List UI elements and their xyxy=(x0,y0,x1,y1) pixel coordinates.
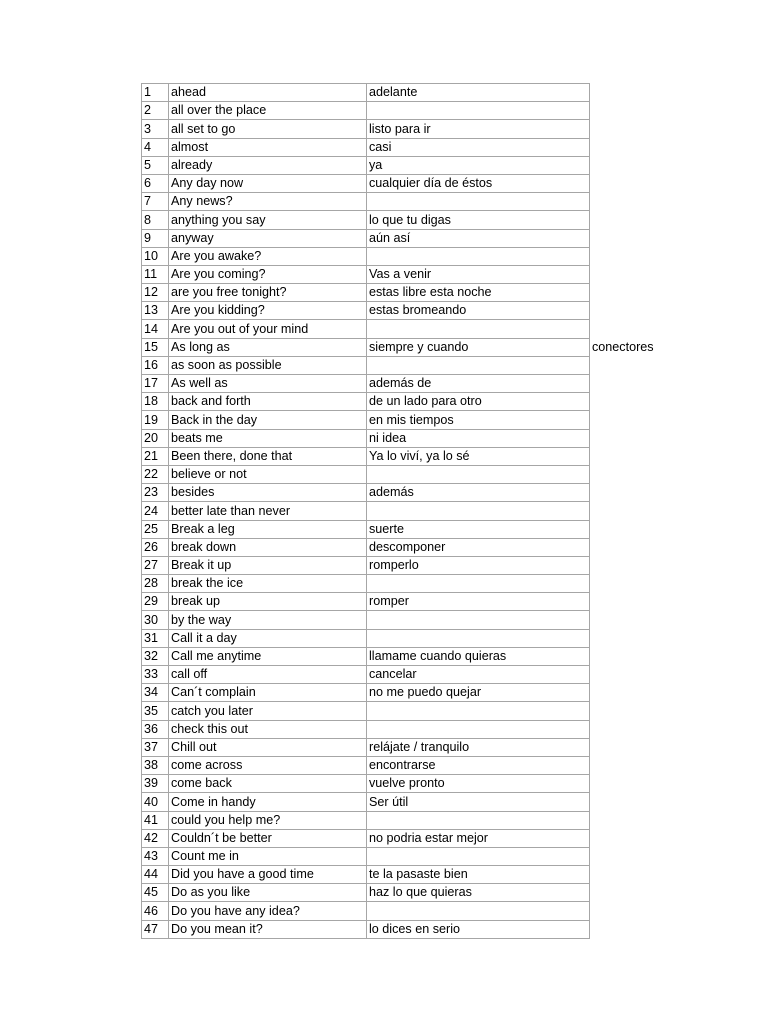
phrase-table-body xyxy=(142,84,590,939)
english-phrase: almost xyxy=(169,138,367,156)
english-phrase: break up xyxy=(169,593,367,611)
spanish-translation xyxy=(367,811,590,829)
spanish-translation xyxy=(367,356,590,374)
table-row xyxy=(142,738,590,756)
row-number: 42 xyxy=(142,829,169,847)
english-phrase: Are you kidding? xyxy=(169,302,367,320)
row-number: 28 xyxy=(142,575,169,593)
spanish-translation xyxy=(367,102,590,120)
table-row xyxy=(142,629,590,647)
phrase-table xyxy=(141,83,590,939)
spanish-translation: ya xyxy=(367,156,590,174)
row-number: 27 xyxy=(142,556,169,574)
row-number: 18 xyxy=(142,393,169,411)
spanish-translation xyxy=(367,575,590,593)
english-phrase: Break a leg xyxy=(169,520,367,538)
table-row xyxy=(142,684,590,702)
english-phrase: come across xyxy=(169,756,367,774)
english-phrase: Back in the day xyxy=(169,411,367,429)
table-row xyxy=(142,302,590,320)
table-row xyxy=(142,829,590,847)
spanish-translation: adelante xyxy=(367,84,590,102)
spanish-translation: relájate / tranquilo xyxy=(367,738,590,756)
table-row xyxy=(142,556,590,574)
row-number: 25 xyxy=(142,520,169,538)
row-number: 39 xyxy=(142,775,169,793)
english-phrase: Call it a day xyxy=(169,629,367,647)
spanish-translation xyxy=(367,720,590,738)
table-row xyxy=(142,593,590,611)
row-number: 17 xyxy=(142,375,169,393)
english-phrase: come back xyxy=(169,775,367,793)
table-row xyxy=(142,120,590,138)
spanish-translation xyxy=(367,465,590,483)
table-row xyxy=(142,520,590,538)
spanish-translation: no podria estar mejor xyxy=(367,829,590,847)
english-phrase: Any news? xyxy=(169,193,367,211)
english-phrase: call off xyxy=(169,666,367,684)
row-number: 20 xyxy=(142,429,169,447)
table-row xyxy=(142,247,590,265)
row-number: 7 xyxy=(142,193,169,211)
row-number: 21 xyxy=(142,447,169,465)
row-number: 37 xyxy=(142,738,169,756)
english-phrase: all over the place xyxy=(169,102,367,120)
spanish-translation: llamame cuando quieras xyxy=(367,647,590,665)
row-number: 10 xyxy=(142,247,169,265)
row-number: 4 xyxy=(142,138,169,156)
english-phrase: Couldn´t be better xyxy=(169,829,367,847)
english-phrase: Do as you like xyxy=(169,884,367,902)
english-phrase: check this out xyxy=(169,720,367,738)
row-number: 23 xyxy=(142,484,169,502)
english-phrase: are you free tonight? xyxy=(169,284,367,302)
spanish-translation: Ser útil xyxy=(367,793,590,811)
row-number: 1 xyxy=(142,84,169,102)
table-row xyxy=(142,484,590,502)
table-row xyxy=(142,193,590,211)
table-row xyxy=(142,265,590,283)
english-phrase: back and forth xyxy=(169,393,367,411)
spanish-translation xyxy=(367,320,590,338)
row-number: 34 xyxy=(142,684,169,702)
spanish-translation: cancelar xyxy=(367,666,590,684)
table-row xyxy=(142,375,590,393)
spanish-translation: además de xyxy=(367,375,590,393)
spanish-translation xyxy=(367,902,590,920)
english-phrase: besides xyxy=(169,484,367,502)
row-number: 16 xyxy=(142,356,169,374)
row-number: 11 xyxy=(142,265,169,283)
table-row xyxy=(142,775,590,793)
table-row xyxy=(142,447,590,465)
spanish-translation: lo dices en serio xyxy=(367,920,590,938)
spanish-translation: romper xyxy=(367,593,590,611)
table-row xyxy=(142,284,590,302)
row-number: 30 xyxy=(142,611,169,629)
english-phrase: ahead xyxy=(169,84,367,102)
row-number: 33 xyxy=(142,666,169,684)
table-row xyxy=(142,465,590,483)
table-row xyxy=(142,84,590,102)
english-phrase: Break it up xyxy=(169,556,367,574)
row-number: 14 xyxy=(142,320,169,338)
english-phrase: Do you mean it? xyxy=(169,920,367,938)
row-number: 35 xyxy=(142,702,169,720)
row-number: 36 xyxy=(142,720,169,738)
row-number: 31 xyxy=(142,629,169,647)
row-number: 32 xyxy=(142,647,169,665)
row-number: 3 xyxy=(142,120,169,138)
row-number: 24 xyxy=(142,502,169,520)
english-phrase: Do you have any idea? xyxy=(169,902,367,920)
english-phrase: anyway xyxy=(169,229,367,247)
table-row xyxy=(142,884,590,902)
spanish-translation: vuelve pronto xyxy=(367,775,590,793)
spanish-translation: lo que tu digas xyxy=(367,211,590,229)
row-number: 22 xyxy=(142,465,169,483)
english-phrase: Been there, done that xyxy=(169,447,367,465)
spanish-translation: en mis tiempos xyxy=(367,411,590,429)
spanish-translation: haz lo que quieras xyxy=(367,884,590,902)
table-row xyxy=(142,156,590,174)
table-row xyxy=(142,666,590,684)
spanish-translation: Ya lo viví, ya lo sé xyxy=(367,447,590,465)
row-number: 41 xyxy=(142,811,169,829)
row-number: 40 xyxy=(142,793,169,811)
spanish-translation: descomponer xyxy=(367,538,590,556)
spanish-translation xyxy=(367,847,590,865)
table-row xyxy=(142,702,590,720)
english-phrase: break the ice xyxy=(169,575,367,593)
row-number: 6 xyxy=(142,174,169,192)
spanish-translation xyxy=(367,247,590,265)
row-number: 26 xyxy=(142,538,169,556)
table-row xyxy=(142,411,590,429)
row-number: 2 xyxy=(142,102,169,120)
spanish-translation: listo para ir xyxy=(367,120,590,138)
spanish-translation: ni idea xyxy=(367,429,590,447)
table-row xyxy=(142,866,590,884)
row-number: 8 xyxy=(142,211,169,229)
english-phrase: Chill out xyxy=(169,738,367,756)
english-phrase: Can´t complain xyxy=(169,684,367,702)
spanish-translation: cualquier día de éstos xyxy=(367,174,590,192)
phrase-sheet xyxy=(141,83,590,939)
spanish-translation: además xyxy=(367,484,590,502)
table-row xyxy=(142,538,590,556)
english-phrase: Call me anytime xyxy=(169,647,367,665)
table-row xyxy=(142,811,590,829)
row-number: 13 xyxy=(142,302,169,320)
row-number: 43 xyxy=(142,847,169,865)
english-phrase: Did you have a good time xyxy=(169,866,367,884)
english-phrase: Any day now xyxy=(169,174,367,192)
english-phrase: catch you later xyxy=(169,702,367,720)
english-phrase: Count me in xyxy=(169,847,367,865)
side-note-connectors: conectores xyxy=(592,340,654,355)
english-phrase: by the way xyxy=(169,611,367,629)
table-row xyxy=(142,720,590,738)
spanish-translation: no me puedo quejar xyxy=(367,684,590,702)
spanish-translation: de un lado para otro xyxy=(367,393,590,411)
table-row xyxy=(142,575,590,593)
english-phrase: Are you out of your mind xyxy=(169,320,367,338)
row-number: 45 xyxy=(142,884,169,902)
row-number: 12 xyxy=(142,284,169,302)
row-number: 38 xyxy=(142,756,169,774)
english-phrase: anything you say xyxy=(169,211,367,229)
table-row xyxy=(142,902,590,920)
english-phrase: better late than never xyxy=(169,502,367,520)
spanish-translation: estas libre esta noche xyxy=(367,284,590,302)
spanish-translation: te la pasaste bien xyxy=(367,866,590,884)
english-phrase: Are you coming? xyxy=(169,265,367,283)
row-number: 44 xyxy=(142,866,169,884)
row-number: 47 xyxy=(142,920,169,938)
spanish-translation xyxy=(367,502,590,520)
english-phrase: all set to go xyxy=(169,120,367,138)
english-phrase: Are you awake? xyxy=(169,247,367,265)
spanish-translation: suerte xyxy=(367,520,590,538)
spanish-translation xyxy=(367,702,590,720)
table-row xyxy=(142,647,590,665)
spanish-translation xyxy=(367,611,590,629)
table-row xyxy=(142,211,590,229)
table-row xyxy=(142,229,590,247)
spanish-translation: romperlo xyxy=(367,556,590,574)
table-row xyxy=(142,847,590,865)
table-row xyxy=(142,320,590,338)
spanish-translation: Vas a venir xyxy=(367,265,590,283)
table-row xyxy=(142,793,590,811)
row-number: 29 xyxy=(142,593,169,611)
spanish-translation: siempre y cuando xyxy=(367,338,590,356)
table-row xyxy=(142,356,590,374)
row-number: 46 xyxy=(142,902,169,920)
row-number: 9 xyxy=(142,229,169,247)
row-number: 5 xyxy=(142,156,169,174)
table-row xyxy=(142,502,590,520)
table-row xyxy=(142,920,590,938)
table-row xyxy=(142,393,590,411)
row-number: 15 xyxy=(142,338,169,356)
english-phrase: Come in handy xyxy=(169,793,367,811)
spanish-translation: casi xyxy=(367,138,590,156)
spanish-translation: estas bromeando xyxy=(367,302,590,320)
english-phrase: could you help me? xyxy=(169,811,367,829)
english-phrase: As well as xyxy=(169,375,367,393)
table-row xyxy=(142,174,590,192)
english-phrase: as soon as possible xyxy=(169,356,367,374)
row-number: 19 xyxy=(142,411,169,429)
spanish-translation xyxy=(367,629,590,647)
english-phrase: As long as xyxy=(169,338,367,356)
table-row xyxy=(142,611,590,629)
table-row xyxy=(142,429,590,447)
spanish-translation: encontrarse xyxy=(367,756,590,774)
spanish-translation xyxy=(367,193,590,211)
table-row xyxy=(142,756,590,774)
spanish-translation: aún así xyxy=(367,229,590,247)
english-phrase: break down xyxy=(169,538,367,556)
english-phrase: believe or not xyxy=(169,465,367,483)
table-row xyxy=(142,338,590,356)
table-row xyxy=(142,102,590,120)
english-phrase: beats me xyxy=(169,429,367,447)
english-phrase: already xyxy=(169,156,367,174)
table-row xyxy=(142,138,590,156)
